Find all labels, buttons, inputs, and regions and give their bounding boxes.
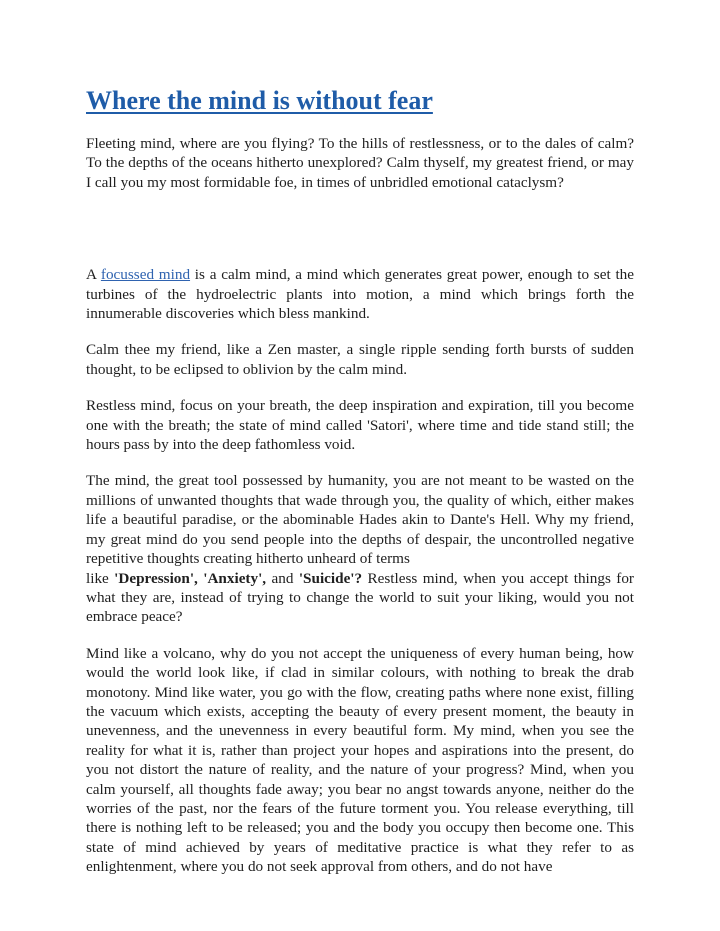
focus-text-after: is a calm mind, a mind which generates great power, enough to set the turbines of the hydroelectric plants into motion, a mind which brings forth the innumerable discoveries which bless mankind. bbox=[86, 266, 635, 323]
great-tool-paragraph bbox=[86, 471, 634, 626]
volcano-paragraph: Mind like a volcano, why do you not accept the uniqueness of every human being, how would the world look like, if clad in similar colours, with nothing to break the drab monotony. Mind like water, you go with the flow, creating paths where none exist, filling the vacuum which exists, accepting the beauty of every present moment, the beauty in unevenness, and the unevenness in every beautiful form. My mind, when you see the reality for what it is, rather than project your hopes and aspirations into the present, do you not distort the nature of reality, and the nature of your progress? Mind, when you calm yourself, all thoughts fade away; you bear no angst towards anyone, neither do the worries of the past, nor the fears of the future torment you. You release everything, till there is nothing left to be released; you and the body you occupy then become one. This state of mind achieved by years of meditative practice is what they refer to as enlightenment, where you do not seek approval from others, and do not have bbox=[86, 644, 634, 876]
document-page bbox=[86, 86, 634, 877]
tool-text-part1: The mind, the great tool possessed by humanity, you are not meant to be wasted on the millions of unwanted thoughts that wade through you, the quality of which, either makes life a beautiful paradise, or the abominable Hades akin to Dante's Hell. Why my friend, my great mind do you send people into the depths of despair, the uncontrolled negative repetitive thoughts creating hitherto unheard of terms bbox=[86, 472, 634, 568]
restless-paragraph: Restless mind, focus on your breath, the deep inspiration and expiration, till you become one with the breath; the state of mind called 'Satori', where time and tide stand still; the hours pass by into the deep fathomless void. bbox=[86, 397, 634, 454]
tool-bold-suicide: 'Suicide'? bbox=[298, 569, 363, 587]
tool-text-part2: Restless mind, when you accept things for what they are, instead of trying to change the world to suit your liking, would you not embrace peace? bbox=[86, 569, 634, 626]
focus-text-before: A bbox=[86, 266, 101, 284]
focused-mind-paragraph bbox=[86, 265, 634, 323]
page-title: Where the mind is without fear bbox=[86, 86, 433, 115]
intro-paragraph: Fleeting mind, where are you flying? To the hills of restlessness, or to the dales of calm? To the depths of the oceans hitherto unexplored? Calm thyself, my greatest friend, or may I call you my most formidable foe, in times of unbridled emotional cataclysm? bbox=[86, 135, 634, 191]
focussed-mind-link[interactable]: focussed mind bbox=[100, 266, 191, 284]
zen-paragraph: Calm thee my friend, like a Zen master, a single ripple sending forth bursts of sudden thought, to be eclipsed to oblivion by the calm mind. bbox=[86, 341, 634, 378]
tool-bold-terms: 'Depression', 'Anxiety', bbox=[114, 569, 267, 587]
tool-text-like: like bbox=[86, 569, 115, 587]
tool-text-and: and bbox=[266, 569, 299, 587]
